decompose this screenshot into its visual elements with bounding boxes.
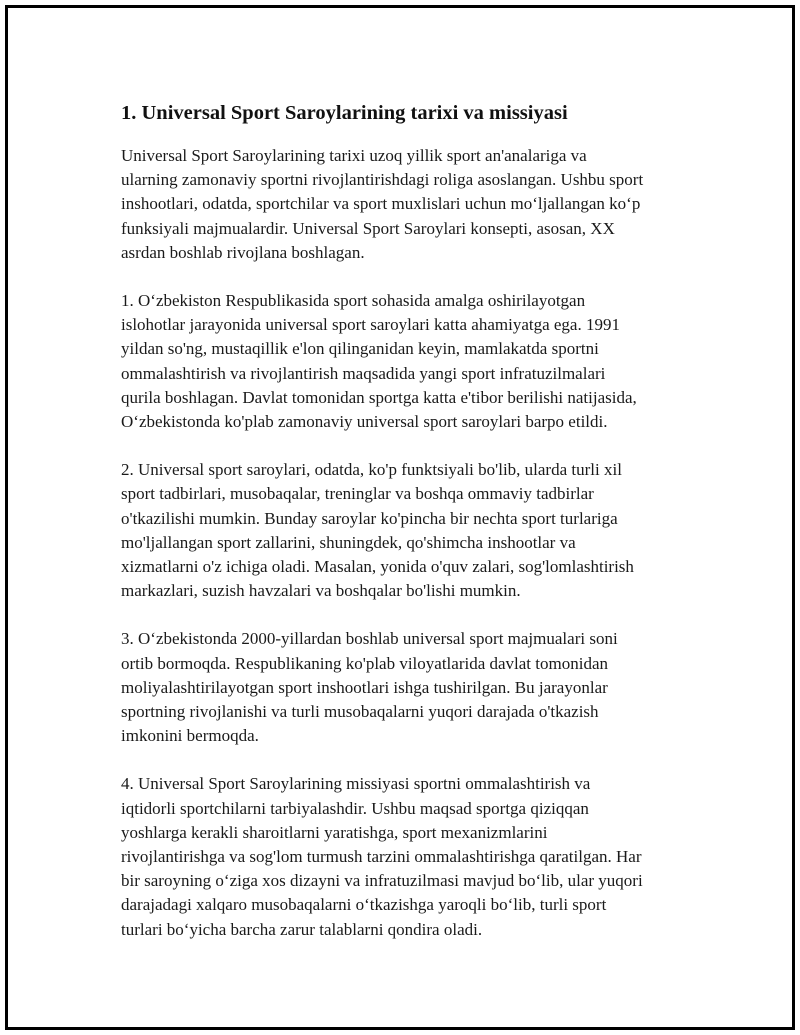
text-line: iqtidorli sportchilarni tarbiyalashdir. Ushbu maqsad sportga qiziqqan — [121, 798, 589, 818]
document-body — [121, 100, 691, 966]
text-line: islohotlar jarayonida universal sport saroylari katta ahamiyatga ega. 1991 — [121, 315, 620, 335]
text-line: ommalashtirish va rivojlantirish maqsadida yangi sport infratuzilmalari — [121, 363, 606, 383]
text-line: 4. Universal Sport Saroylarining missiyasi sportni ommalashtirish va — [121, 774, 591, 794]
text-line: funksiyali majmualardir. Universal Sport Saroylari konsepti, asosan, XX — [121, 218, 615, 238]
paragraph-point-4 — [121, 772, 691, 941]
paragraph-intro — [121, 144, 691, 265]
text-line: O‘zbekistonda ko'plab zamonaviy universal sport saroylari barpo etildi. — [121, 412, 608, 432]
text-line: sport tadbirlari, musobaqalar, treninglar va boshqa ommaviy tadbirlar — [121, 484, 594, 504]
text-line: bir saroyning o‘ziga xos dizayni va infratuzilmasi mavjud bo‘lib, ular yuqori — [121, 871, 643, 891]
text-line: 2. Universal sport saroylari, odatda, ko'p funktsiyali bo'lib, ularda turli xil — [121, 460, 622, 480]
text-line: ortib bormoqda. Respublikaning ko'plab viloyatlarida davlat tomonidan — [121, 653, 608, 673]
paragraph-point-3 — [121, 627, 691, 748]
text-line: yildan so'ng, mustaqillik e'lon qilinganidan keyin, mamlakatda sportni — [121, 339, 599, 359]
page-frame — [5, 5, 795, 1030]
text-line: qurila boshlagan. Davlat tomonidan sportga katta e'tibor berilishi natijasida, — [121, 387, 637, 407]
text-line: mo'ljallangan sport zallarini, shuningdek, qo'shimcha inshootlar va — [121, 532, 576, 552]
text-line: asrdan boshlab rivojlana boshlagan. — [121, 242, 365, 262]
text-line: yoshlarga kerakli sharoitlarni yaratishga, sport mexanizmlarini — [121, 822, 548, 842]
text-line: markazlari, suzish havzalari va boshqalar bo'lishi mumkin. — [121, 581, 521, 601]
paragraph-point-2 — [121, 458, 691, 603]
text-line: moliyalashtirilayotgan sport inshootlari ishga tushirilgan. Bu jarayonlar — [121, 677, 608, 697]
document-title: 1. Universal Sport Saroylarining tarixi va missiyasi — [121, 102, 568, 124]
paragraph-point-1 — [121, 289, 691, 434]
text-line: rivojlantirishga va sog'lom turmush tarzini ommalashtirishga qaratilgan. Har — [121, 847, 642, 867]
text-line: darajadagi xalqaro musobaqalarni o‘tkazishga yaroqli bo‘lib, turli sport — [121, 895, 607, 915]
text-line: Universal Sport Saroylarining tarixi uzoq yillik sport an'analariga va — [121, 146, 587, 165]
text-line: o'tkazilishi mumkin. Bunday saroylar ko'pincha bir nechta sport turlariga — [121, 508, 618, 528]
text-line: 3. O‘zbekistonda 2000-yillardan boshlab universal sport majmualari soni — [121, 629, 618, 649]
text-line: xizmatlarni o'z ichiga oladi. Masalan, yonida o'quv zalari, sog'lomlashtirish — [121, 557, 634, 577]
text-line: ularning zamonaviy sportni rivojlantirishdagi roliga asoslangan. Ushbu sport — [121, 170, 644, 190]
text-line: inshootlari, odatda, sportchilar va sport muxlislari uchun mo‘ljallangan ko‘p — [121, 194, 641, 214]
text-line: 1. O‘zbekiston Respublikasida sport sohasida amalga oshirilayotgan — [121, 291, 586, 311]
text-line: sportning rivojlanishi va turli musobaqalarni yuqori darajada o'tkazish — [121, 702, 599, 722]
text-line: turlari bo‘yicha barcha zarur talablarni qondira oladi. — [121, 919, 483, 939]
text-line: imkonini bermoqda. — [121, 726, 259, 746]
